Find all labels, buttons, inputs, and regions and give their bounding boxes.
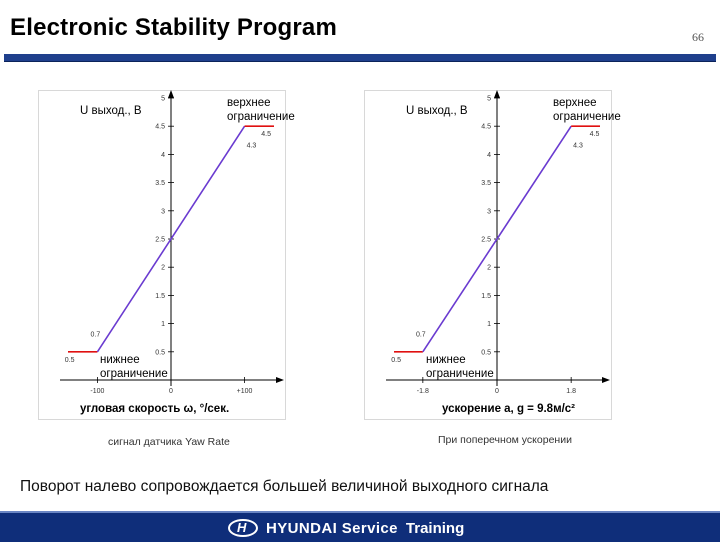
chart2-y-tick-label: 3 <box>487 208 491 216</box>
chart1-annotation: 0.7 <box>90 331 101 339</box>
chart2-upper-label-2: ограничение <box>553 111 621 123</box>
lateral-accel-chart <box>364 90 621 420</box>
chart1-lower-label-1: нижнее <box>100 354 140 366</box>
chart1-x-label: угловая скорость ω, °/сек. <box>80 403 230 415</box>
chart1-x-tick-label: 0 <box>169 388 173 395</box>
chart2-x-tick-label: 0 <box>495 388 499 395</box>
slide-note: Поворот налево сопровождается большей величиной выходного сигнала <box>20 478 549 495</box>
chart1-y-tick-label: 2.5 <box>155 236 165 244</box>
chart1-y-tick-label: 0.5 <box>155 349 165 357</box>
chart2-annotation: 0.5 <box>391 356 401 364</box>
chart1-upper-label-1: верхнее <box>227 97 271 109</box>
chart1-y-arrow <box>168 90 174 98</box>
chart2-x-arrow <box>602 377 610 383</box>
chart1-upper-label-2: ограничение <box>227 111 295 123</box>
chart2-x-label: ускорение а, g = 9.8м/с² <box>442 403 575 415</box>
chart2-y-tick-label: 2.5 <box>481 236 491 244</box>
chart1-y-label: U выход., В <box>80 105 142 117</box>
chart2-caption: При поперечном ускорении <box>438 434 572 446</box>
chart1-y-tick-label: 3.5 <box>155 180 165 188</box>
chart1-x-arrow <box>276 377 284 383</box>
chart2-y-tick-label: 4 <box>487 151 491 159</box>
chart2-lower-label-1: нижнее <box>426 354 466 366</box>
chart2-y-tick-label: 2 <box>487 264 491 272</box>
footer-brand: HYUNDAI Service <box>266 519 398 537</box>
chart1-y-tick-label: 1 <box>161 321 165 329</box>
hyundai-logo <box>228 518 464 538</box>
chart1-y-tick-label: 5 <box>161 95 165 103</box>
chart1-annotation: 4.5 <box>261 131 272 139</box>
chart2-y-tick-label: 4.5 <box>481 123 491 131</box>
yaw-rate-chart <box>38 90 295 420</box>
chart1-x-tick-label: -100 <box>90 388 105 395</box>
chart2-y-tick-label: 5 <box>487 95 491 103</box>
page-title: Electronic Stability Program <box>10 14 338 41</box>
chart1-annotation: 4.3 <box>246 142 257 150</box>
header-rule <box>4 54 716 62</box>
chart2-y-arrow <box>494 90 500 98</box>
chart2-lower-label-2: ограничение <box>426 368 494 380</box>
chart2-y-tick-label: 1.5 <box>481 292 491 300</box>
chart1-y-tick-label: 4 <box>161 151 165 159</box>
hyundai-emblem-icon <box>228 519 258 537</box>
chart1-y-tick-label: 2 <box>161 264 165 272</box>
chart2-y-label: U выход., В <box>406 105 468 117</box>
page-number: 66 <box>692 30 704 44</box>
chart1-annotation: 0.5 <box>64 356 75 364</box>
chart2-y-tick-label: 3.5 <box>481 180 491 188</box>
chart1-svg <box>38 90 295 420</box>
chart1-y-tick-label: 4.5 <box>155 123 165 131</box>
footer-bar <box>0 511 720 542</box>
chart2-annotation: 4.5 <box>589 131 600 139</box>
chart2-annotation: 0.7 <box>415 331 426 339</box>
chart1-caption: сигнал датчика Yaw Rate <box>108 436 230 448</box>
chart1-x-tick-label: +100 <box>236 388 253 395</box>
chart1-lower-label-2: ограничение <box>100 368 168 380</box>
chart2-svg <box>364 90 621 420</box>
chart2-x-tick-label: -1.8 <box>416 388 429 395</box>
footer-training: Training <box>405 519 465 537</box>
chart2-annotation: 4.3 <box>573 142 583 150</box>
chart2-y-tick-label: 1 <box>487 321 491 329</box>
chart2-y-tick-label: 0.5 <box>481 349 491 357</box>
chart2-upper-label-1: верхнее <box>553 97 597 109</box>
chart2-x-tick-label: 1.8 <box>566 388 577 395</box>
chart1-y-tick-label: 3 <box>161 208 165 216</box>
chart1-y-tick-label: 1.5 <box>155 292 165 300</box>
